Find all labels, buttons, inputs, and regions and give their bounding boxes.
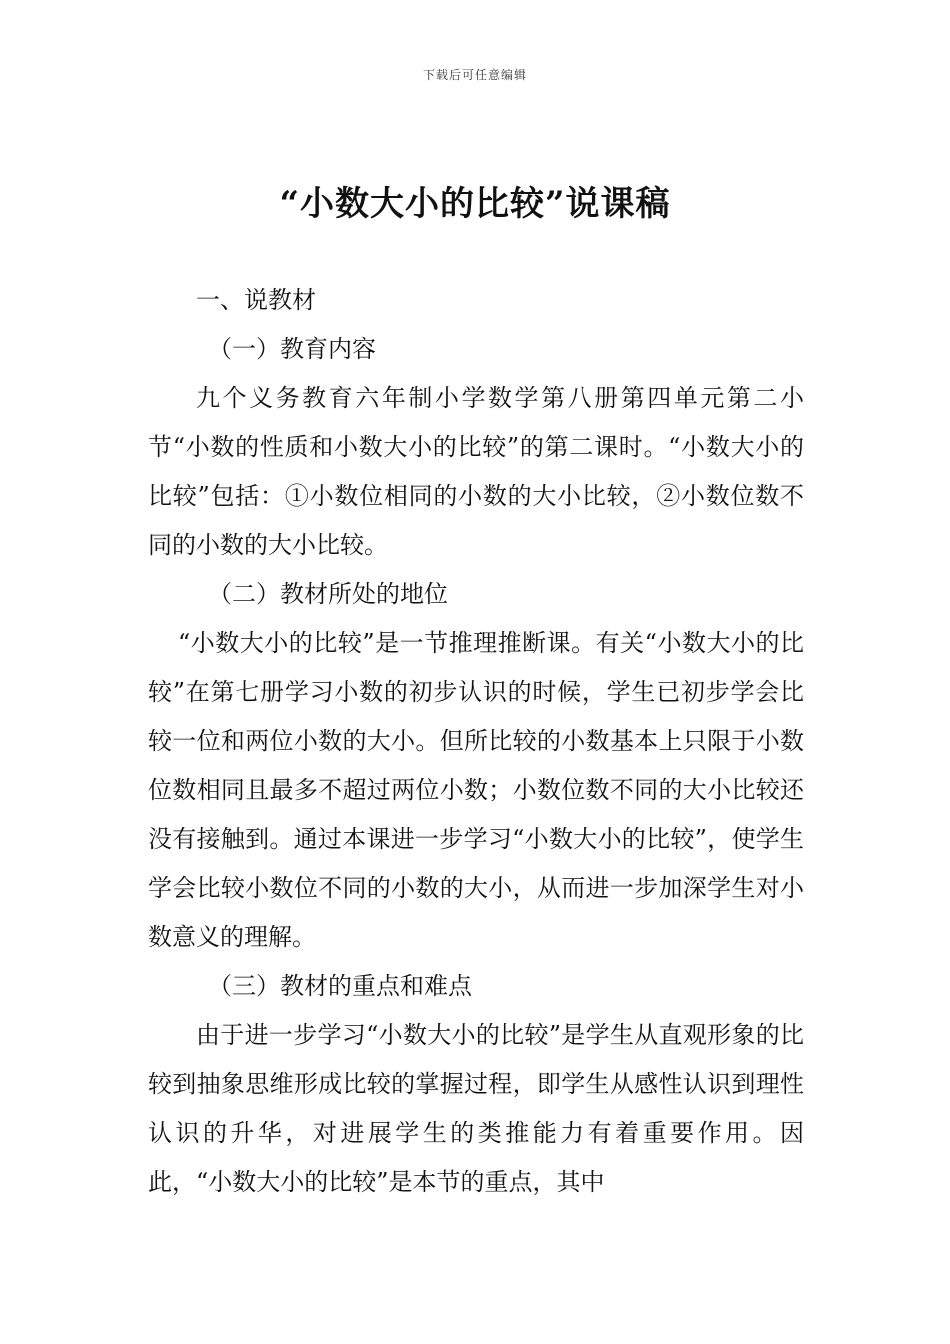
paragraph: 九个义务教育六年制小学数学第八册第四单元第二小节“小数的性质和小数大小的比较”的第二课时。“小数大小的比较”包括：①小数位相同的小数的大小比较，②小数位数不同的小数的大小比较。 bbox=[148, 384, 804, 559]
header-note: 下载后可任意编辑 bbox=[422, 68, 527, 82]
subsection-heading: （一）教育内容 bbox=[208, 335, 376, 363]
page-title: “小数大小的比较”说课稿 bbox=[279, 184, 671, 224]
subsection-heading: （二）教材所处的地位 bbox=[208, 580, 448, 608]
paragraph: “小数大小的比较”是一节推理推断课。有关“小数大小的比较”在第七册学习小数的初步认识的时候，学生已初步学会比较一位和两位小数的大小。但所比较的小数基本上只限于小数位数相同且最多不超过两位小数；小数位数不同的大小比较还没有接触到。通过本课进一步学习“小数大小的比较”，使学生学会比较小数位不同的小数的大小，从而进一步加深学生对小数意义的理解。 bbox=[148, 629, 804, 951]
subsection-heading: （三）教材的重点和难点 bbox=[208, 972, 472, 1000]
paragraph: 由于进一步学习“小数大小的比较”是学生从直观形象的比较到抽象思维形成比较的掌握过程，即学生从感性认识到理性认识的升华，对进展学生的类推能力有着重要作用。因此，“小数大小的比较”是本节的重点，其中 bbox=[148, 1021, 804, 1196]
section-heading: 一、说教材 bbox=[196, 286, 316, 314]
document-body bbox=[148, 276, 804, 1207]
